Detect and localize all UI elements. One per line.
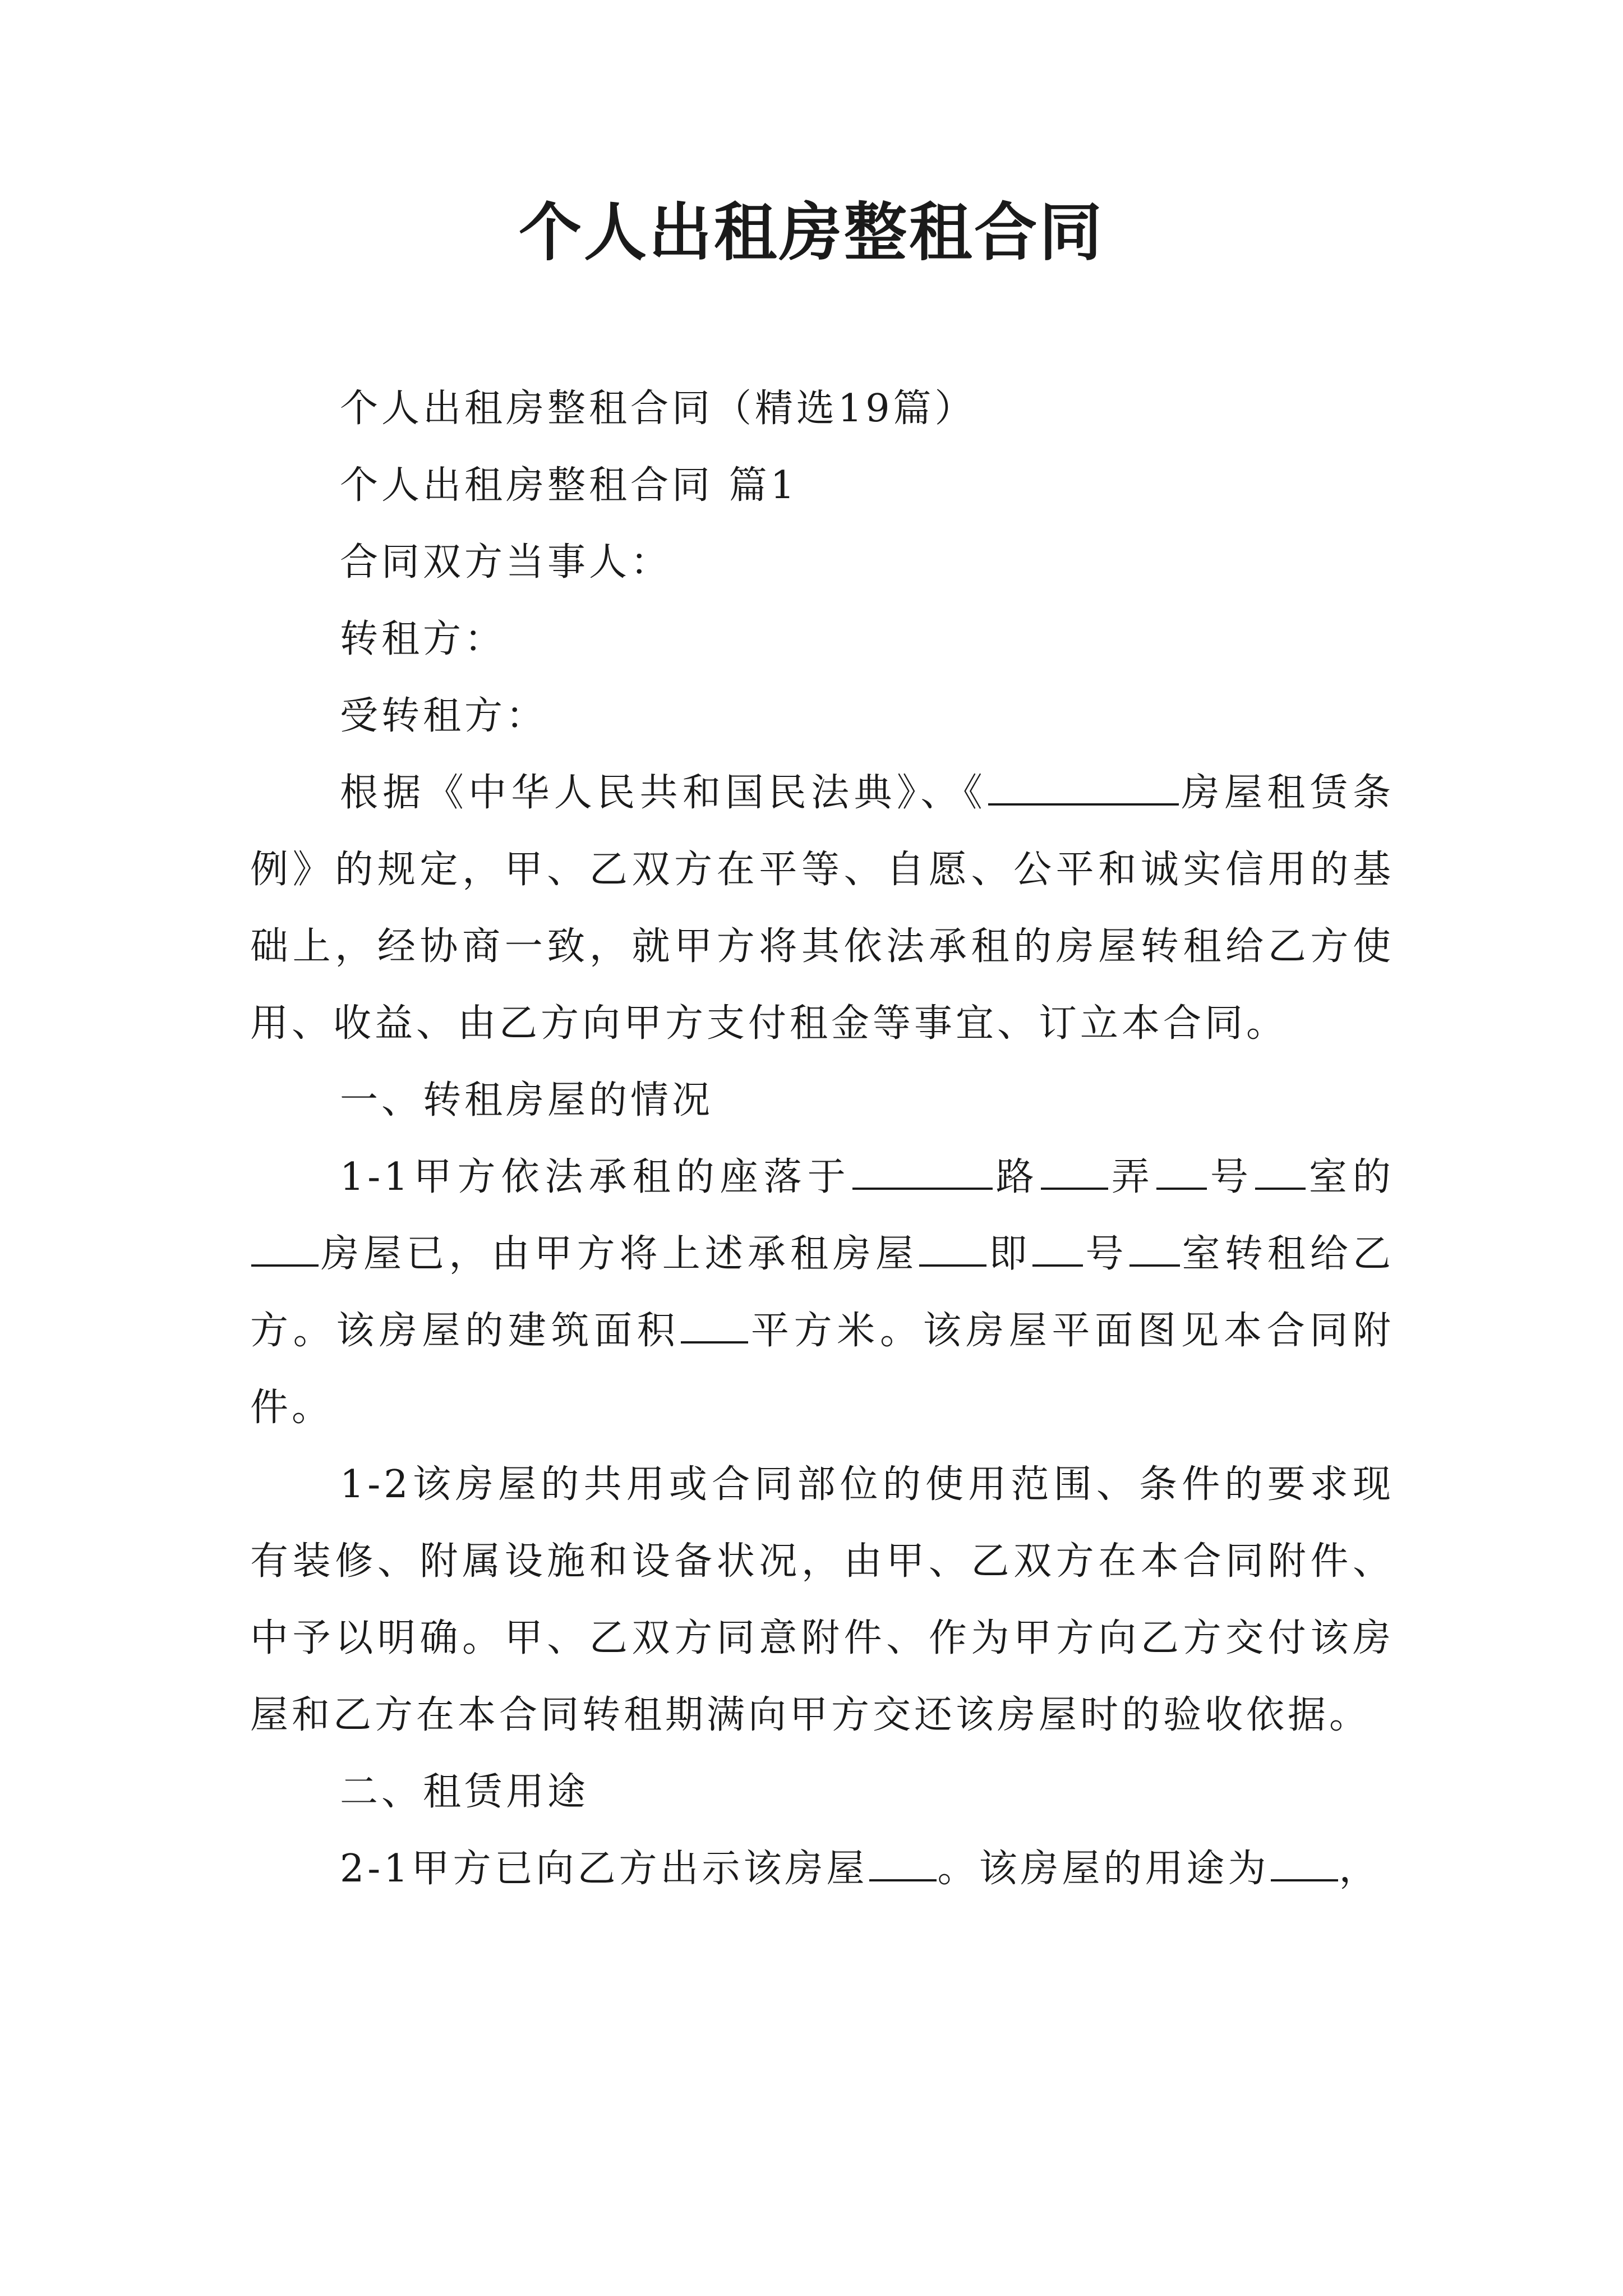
clause-1-1-text: 号: [1207, 1155, 1254, 1199]
blank-line: [869, 1844, 937, 1881]
clause-2-1-text: ，: [1339, 1847, 1381, 1891]
clause-1-1-text: 路: [993, 1155, 1040, 1199]
blank-line: [1032, 1230, 1083, 1267]
sublessor-label: 转租方：: [340, 617, 506, 661]
clause-1-1-text: 1-1甲方依法承租的座落于: [340, 1155, 851, 1199]
clause-1-1-text: 房屋已，由甲方将上述承租房屋: [320, 1232, 919, 1276]
document-body: [250, 370, 1394, 1907]
blank-line: [1255, 1153, 1306, 1190]
section1-heading: 一、转租房屋的情况: [340, 1078, 714, 1122]
clause-1-1-text: 平方米。该房屋平面图见本合同附件。: [250, 1309, 1394, 1430]
blank-line: [251, 1230, 319, 1267]
clause-1-1-text: 室的: [1306, 1155, 1394, 1199]
section2-heading: 二、租赁用途: [340, 1770, 589, 1814]
blank-line: [988, 769, 1179, 806]
intro-text-2: 房屋租赁条例》的规定，甲、乙双方在平等、自愿、公平和诚实信用的基础上，经协商一致，就甲方将其依法承租的房屋转租给乙方使用、收益、由乙方向甲方支付租金等事宜、订立本合同。: [250, 771, 1394, 1046]
clause-1-1-text: 室转租给乙方。该房屋的建筑面积: [250, 1232, 1394, 1353]
part-heading: 个人出租房整租合同 篇1: [340, 463, 798, 508]
parties-label: 合同双方当事人：: [340, 540, 672, 585]
blank-line: [852, 1153, 993, 1190]
clause-2-1-text: 。该房屋的用途为: [937, 1847, 1270, 1891]
clause-1-2: 1-2该房屋的共用或合同部位的使用范围、条件的要求现有装修、附属设施和设备状况，由甲、乙双方在本合同附件、中予以明确。甲、乙双方同意附件、作为甲方向乙方交付该房屋和乙方在本合同转租期满向甲方交还该房屋时的验收依据。: [250, 1462, 1394, 1737]
intro-paragraph: [250, 754, 1394, 1062]
blank-line: [1041, 1153, 1108, 1190]
blank-line: [1156, 1153, 1207, 1190]
intro-text-1: 根据《中华人民共和国民法典》、《: [340, 771, 988, 815]
clause-1-1-text: 即: [988, 1232, 1032, 1276]
document-title: 个人出租房整租合同: [519, 196, 1104, 269]
clause-1-1-text: 弄: [1109, 1155, 1155, 1199]
collection-heading: 个人出租房整租合同（精选19篇）: [340, 386, 976, 431]
blank-line: [1271, 1844, 1338, 1881]
blank-line: [919, 1230, 986, 1267]
clause-2-1-text: 2-1甲方已向乙方出示该房屋: [340, 1847, 868, 1891]
clause-2-1: [250, 1830, 1394, 1907]
blank-line: [681, 1306, 748, 1343]
blank-line: [1129, 1230, 1180, 1267]
clause-1-1-text: 号: [1084, 1232, 1128, 1276]
clause-1-1: [250, 1139, 1394, 1446]
sublessee-label: 受转租方：: [340, 694, 548, 738]
